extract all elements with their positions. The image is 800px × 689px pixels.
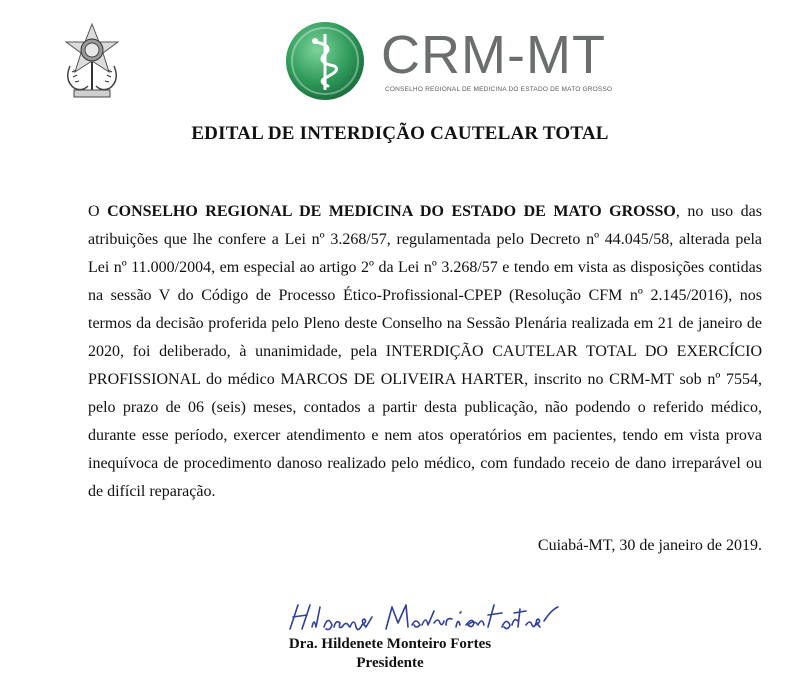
signatory-name: Dra. Hildenete Monteiro Fortes <box>288 636 492 652</box>
org-name: CONSELHO REGIONAL DE MEDICINA DO ESTADO DE MATO GROSSO <box>107 203 676 220</box>
date-line: Cuiabá-MT, 30 de janeiro de 2019. <box>537 537 762 554</box>
brasao-republica-icon <box>60 22 124 100</box>
logo-text: CRM-MT <box>381 25 606 85</box>
edital-body <box>88 198 762 506</box>
signatory-role: Presidente <box>356 655 424 671</box>
caduceus-icon <box>284 20 366 102</box>
logo-subtitle: CONSELHO REGIONAL DE MEDICINA DO ESTADO DE MATO GROSSO <box>385 86 613 93</box>
body-text: , no uso das atribuições que lhe confere a Lei nº 3.268/57, regulamentada pelo Decreto nº 44.045/58, alterada pela Lei nº 11.000/2004, em especial ao artigo 2º da Lei nº 3.268/57 e tendo em vista as disposições contidas na sessão V do Código de Processo Ético-Profissional-CPEP (Resolução CFM nº 2.145/2016), nos termos da decisão proferida pelo Pleno deste Conselho na Sessão Plenária realizada em 21 de janeiro de 2020, foi deliberado, à unanimidade, pela INTERDIÇÃO CAUTELAR TOTAL DO EXERCÍCIO PROFISSIONAL do médico MARCOS DE OLIVEIRA HARTER, inscrito no CRM-MT sob nº 7554, pelo prazo de 06 (seis) meses, contados a partir desta publicação, não podendo o referido médico, durante esse período, exercer atendimento e nem atos operatórios em pacientes, tendo em vista prova inequívoca de procedimento danoso realizado pelo médico, com fundado receio de dano irreparável ou de difícil reparação. <box>88 203 762 500</box>
body-intro: O <box>88 203 108 220</box>
document-title: EDITAL DE INTERDIÇÃO CAUTELAR TOTAL <box>191 123 609 144</box>
handwritten-signature <box>282 599 566 635</box>
